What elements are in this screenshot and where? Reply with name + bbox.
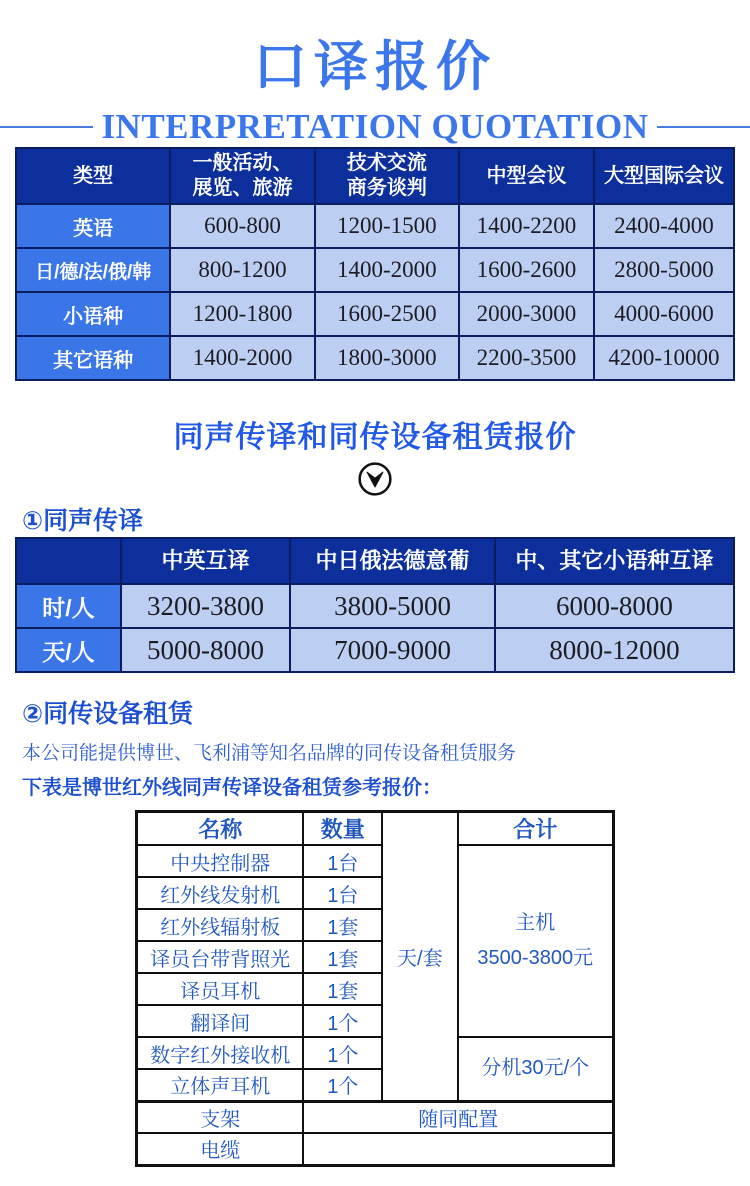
table-row xyxy=(16,204,734,248)
subsection-heading-simultaneous: ①同声传译 xyxy=(22,507,144,535)
item-qty: 1套 xyxy=(303,973,382,1005)
price-cell: 3800-5000 xyxy=(290,584,495,628)
header-line: 展览、旅游 xyxy=(192,177,293,199)
main-unit-price: 3500-3800元 xyxy=(477,947,594,969)
item-qty: 1套 xyxy=(303,941,382,973)
header-name: 名称 xyxy=(137,812,304,846)
price-cell: 4000-6000 xyxy=(594,292,734,336)
main-unit-price-cell xyxy=(458,845,614,1037)
table-header-row xyxy=(16,538,734,584)
item-qty: 1台 xyxy=(303,877,382,909)
item-name: 红外线发射机 xyxy=(137,877,304,909)
price-cell: 2800-5000 xyxy=(594,248,734,292)
equipment-intro-text: 本公司能提供博世、飞利浦等知名品牌的同传设备租赁服务 xyxy=(22,743,517,764)
cable-value xyxy=(303,1133,613,1165)
price-cell: 1400-2200 xyxy=(459,204,594,248)
header-line: 技术交流 xyxy=(346,152,427,174)
cable-row xyxy=(137,1133,614,1165)
table-row xyxy=(16,292,734,336)
item-qty: 1台 xyxy=(303,845,382,877)
price-cell: 1400-2000 xyxy=(170,336,314,380)
price-cell: 1200-1800 xyxy=(170,292,314,336)
price-cell: 1800-3000 xyxy=(315,336,459,380)
item-name: 支架 xyxy=(137,1101,304,1133)
price-cell: 8000-12000 xyxy=(495,628,734,672)
page-title: 口译报价 xyxy=(253,37,497,97)
unit-per-day-cell: 天/套 xyxy=(382,812,457,1102)
row-label: 时/人 xyxy=(16,584,121,628)
table-row xyxy=(16,248,734,292)
item-qty: 1个 xyxy=(303,1037,382,1069)
table-row xyxy=(137,1037,614,1069)
down-arrow-wrap xyxy=(0,461,750,499)
header-technical-exchange xyxy=(315,148,459,204)
table-row xyxy=(16,584,734,628)
price-cell: 2000-3000 xyxy=(459,292,594,336)
table-header-row xyxy=(16,148,734,204)
header-large-conference: 大型国际会议 xyxy=(594,148,734,204)
item-qty: 1个 xyxy=(303,1005,382,1037)
price-cell: 5000-8000 xyxy=(121,628,290,672)
price-cell: 600-800 xyxy=(170,204,314,248)
item-name: 电缆 xyxy=(137,1133,304,1165)
page-subtitle: INTERPRETATION QUOTATION xyxy=(101,107,649,146)
price-cell: 2200-3500 xyxy=(459,336,594,380)
extension-price-cell: 分机30元/个 xyxy=(458,1037,614,1101)
item-name: 译员耳机 xyxy=(137,973,304,1005)
item-qty: 1个 xyxy=(303,1069,382,1101)
equipment-table-caption: 下表是博世红外线同声传译设备租赁参考报价： xyxy=(22,777,442,799)
header-qty: 数量 xyxy=(303,812,382,846)
item-name: 翻译间 xyxy=(137,1005,304,1037)
price-cell: 6000-8000 xyxy=(495,584,734,628)
subtitle-row xyxy=(0,107,750,147)
table-row xyxy=(16,336,734,380)
row-label: 英语 xyxy=(16,204,170,248)
row-label: 日/德/法/俄/韩 xyxy=(16,248,170,292)
header-line: 一般活动、 xyxy=(192,152,293,174)
price-cell: 4200-10000 xyxy=(594,336,734,380)
price-cell: 1600-2500 xyxy=(315,292,459,336)
header-type: 类型 xyxy=(16,148,170,204)
subtitle-rule-right xyxy=(657,126,750,128)
item-name: 立体声耳机 xyxy=(137,1069,304,1101)
row-label: 其它语种 xyxy=(16,336,170,380)
price-cell: 7000-9000 xyxy=(290,628,495,672)
item-name: 译员台带背照光 xyxy=(137,941,304,973)
table-row xyxy=(137,845,614,877)
price-cell: 3200-3800 xyxy=(121,584,290,628)
equipment-rental-table xyxy=(135,810,615,1167)
interpretation-price-table xyxy=(15,147,735,381)
price-cell: 1400-2000 xyxy=(315,248,459,292)
subtitle-rule-left xyxy=(0,126,93,128)
header-empty xyxy=(16,538,121,584)
header-line: 商务谈判 xyxy=(346,177,427,199)
circled-down-arrow-icon xyxy=(357,461,393,497)
price-cell: 800-1200 xyxy=(170,248,314,292)
item-name: 中央控制器 xyxy=(137,845,304,877)
row-label: 天/人 xyxy=(16,628,121,672)
price-cell: 1600-2600 xyxy=(459,248,594,292)
header-total: 合计 xyxy=(458,812,614,846)
table-header-row xyxy=(137,812,614,846)
main-unit-label: 主机 xyxy=(515,912,556,934)
header-general-activities xyxy=(170,148,314,204)
subsection-heading-equipment: ②同传设备租赁 xyxy=(22,700,194,728)
item-name: 红外线辐射板 xyxy=(137,909,304,941)
header-medium-conference: 中型会议 xyxy=(459,148,594,204)
header-cn-multi: 中日俄法德意葡 xyxy=(290,538,495,584)
bracket-row xyxy=(137,1101,614,1133)
row-label: 小语种 xyxy=(16,292,170,336)
item-qty: 1套 xyxy=(303,909,382,941)
item-name: 数字红外接收机 xyxy=(137,1037,304,1069)
price-cell: 2400-4000 xyxy=(594,204,734,248)
header-cn-en: 中英互译 xyxy=(121,538,290,584)
simultaneous-price-table xyxy=(15,537,735,673)
header-cn-minor: 中、其它小语种互译 xyxy=(495,538,734,584)
bracket-value: 随同配置 xyxy=(303,1101,613,1133)
table-row xyxy=(16,628,734,672)
section-title: 同声传译和同传设备租赁报价 xyxy=(173,421,577,454)
price-cell: 1200-1500 xyxy=(315,204,459,248)
